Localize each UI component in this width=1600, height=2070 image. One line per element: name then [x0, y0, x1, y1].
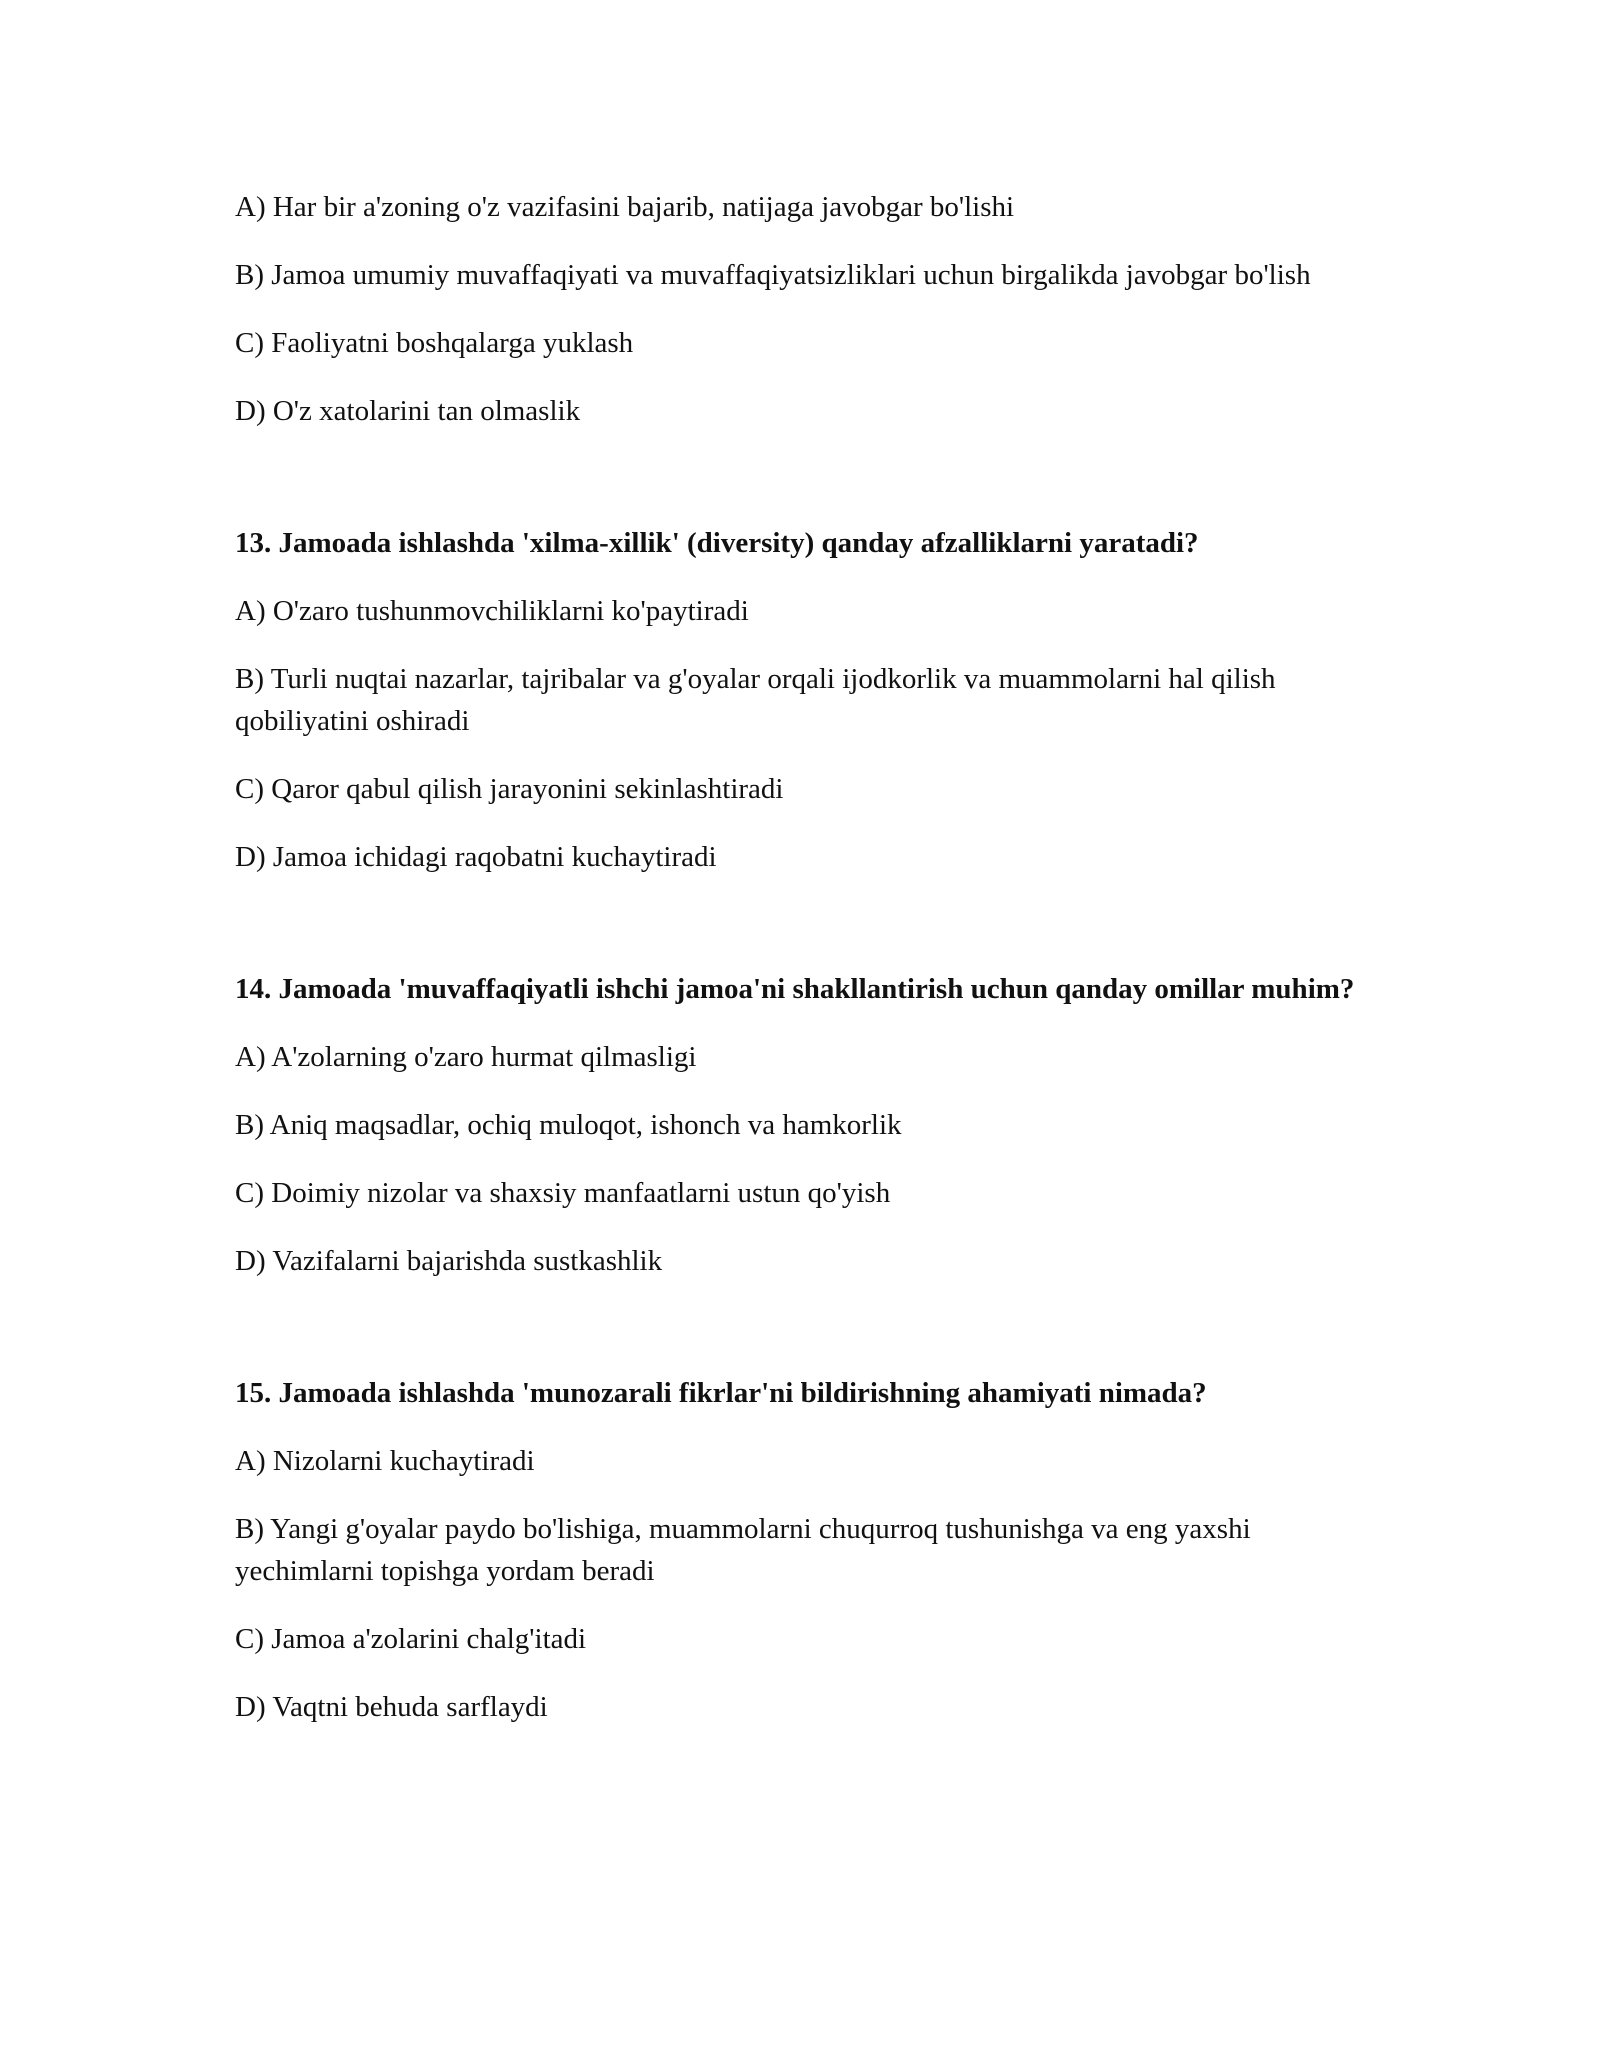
document-page	[235, 186, 1395, 1754]
spacer	[235, 904, 1395, 968]
option-d: D) O'z xatolarini tan olmaslik	[235, 395, 581, 427]
spacer	[235, 458, 1395, 522]
question-15-title: 15. Jamoada ishlashda 'munozarali fikrlar'ni bildirishning ahamiyati nimada?	[235, 1377, 1207, 1409]
spacer	[235, 1308, 1395, 1372]
question-13-block	[235, 522, 1395, 878]
question-12-options	[235, 186, 1395, 432]
option-d: D) Vaqtni behuda sarflaydi	[235, 1691, 548, 1723]
question-15-block	[235, 1372, 1395, 1728]
option-d: D) Jamoa ichidagi raqobatni kuchaytiradi	[235, 841, 717, 873]
option-b: B) Yangi g'oyalar paydo bo'lishiga, muammolarni chuqurroq tushunishga va eng yaxshi yechimlarni topishga yordam beradi	[235, 1513, 1251, 1587]
option-a: A) Nizolarni kuchaytiradi	[235, 1445, 535, 1477]
option-a: A) A'zolarning o'zaro hurmat qilmasligi	[235, 1041, 697, 1073]
option-d: D) Vazifalarni bajarishda sustkashlik	[235, 1245, 663, 1277]
option-b: B) Aniq maqsadlar, ochiq muloqot, ishonch va hamkorlik	[235, 1109, 902, 1141]
option-c: C) Doimiy nizolar va shaxsiy manfaatlarni ustun qo'yish	[235, 1177, 891, 1209]
option-c: C) Qaror qabul qilish jarayonini sekinlashtiradi	[235, 773, 784, 805]
question-13-title: 13. Jamoada ishlashda 'xilma-xillik' (diversity) qanday afzalliklarni yaratadi?	[235, 527, 1199, 559]
option-b: B) Jamoa umumiy muvaffaqiyati va muvaffaqiyatsizliklari uchun birgalikda javobgar bo'lish	[235, 259, 1311, 291]
option-c: C) Faoliyatni boshqalarga yuklash	[235, 327, 634, 359]
option-a: A) Har bir a'zoning o'z vazifasini bajarib, natijaga javobgar bo'lishi	[235, 191, 1015, 223]
option-b: B) Turli nuqtai nazarlar, tajribalar va g'oyalar orqali ijodkorlik va muammolarni hal qilish qobiliyatini oshiradi	[235, 663, 1276, 737]
option-c: C) Jamoa a'zolarini chalg'itadi	[235, 1623, 587, 1655]
option-a: A) O'zaro tushunmovchiliklarni ko'paytiradi	[235, 595, 749, 627]
question-14-block	[235, 968, 1395, 1282]
question-14-title: 14. Jamoada 'muvaffaqiyatli ishchi jamoa'ni shakllantirish uchun qanday omillar muhim?	[235, 973, 1355, 1005]
